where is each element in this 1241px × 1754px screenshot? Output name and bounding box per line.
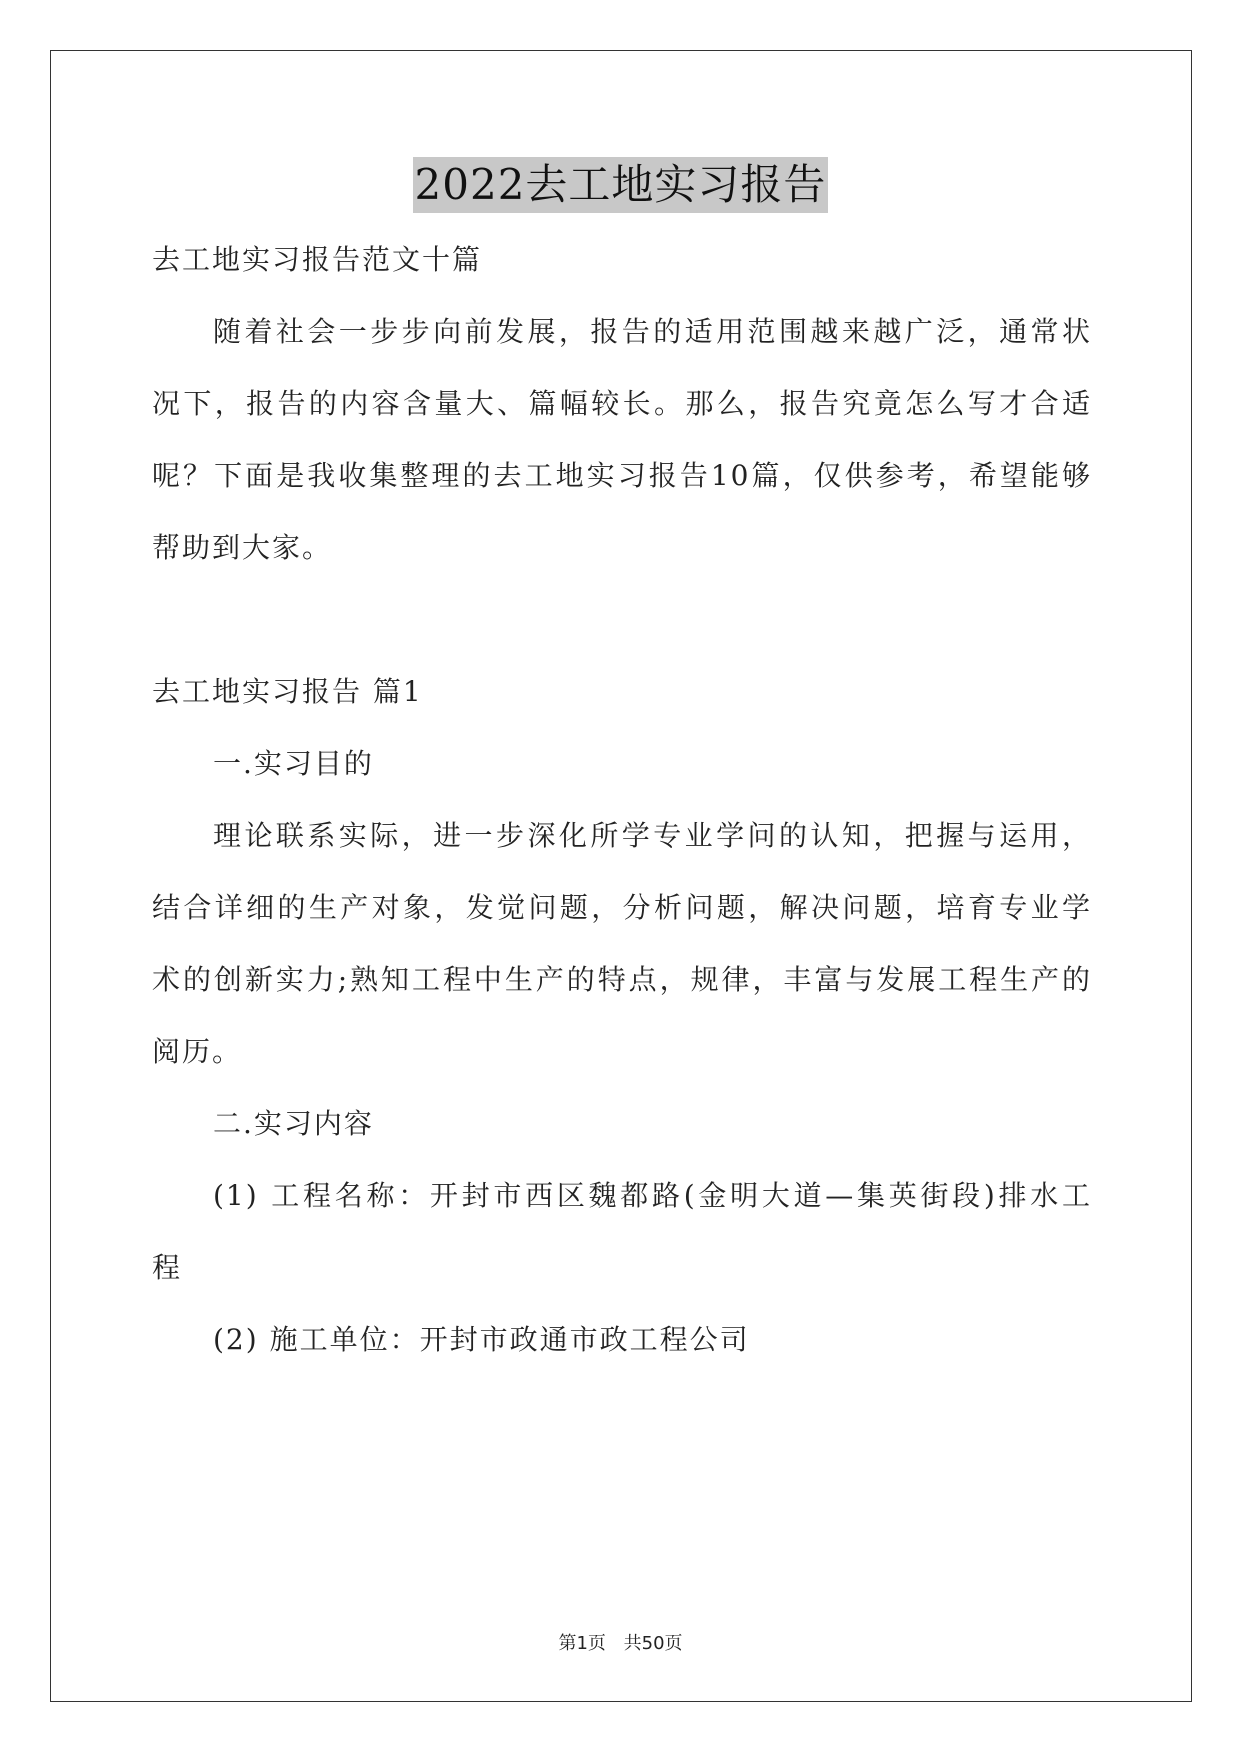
page-border — [50, 50, 1192, 1702]
part1-line-1: 理论联系实际，进一步深化所学专业学问的认知，把握与运用， — [213, 819, 1092, 852]
intro-line-3: 呢？下面是我收集整理的去工地实习报告10篇，仅供参考，希望能够 — [152, 459, 1092, 492]
page-number: 第1页 — [558, 1633, 606, 1654]
item1-line-1: (1) 工程名称：开封市西区魏都路(金明大道—集英街段)排水工 — [213, 1179, 1092, 1212]
intro-line-2: 况下，报告的内容含量大、篇幅较长。那么，报告究竟怎么写才合适 — [152, 387, 1092, 420]
part1-heading: 一.实习目的 — [213, 747, 374, 780]
part2-heading: 二.实习内容 — [213, 1107, 374, 1140]
section-heading: 去工地实习报告 篇1 — [152, 675, 423, 708]
part1-line-4: 阅历。 — [152, 1035, 243, 1068]
page-footer — [0, 1632, 1241, 1656]
document-title: 2022去工地实习报告 — [413, 157, 829, 213]
intro-line-4: 帮助到大家。 — [152, 531, 333, 564]
title-container — [0, 157, 1241, 213]
total-pages: 共50页 — [623, 1633, 683, 1654]
item2-line: (2) 施工单位：开封市政通市政工程公司 — [213, 1323, 750, 1356]
part1-line-2: 结合详细的生产对象，发觉问题，分析问题，解决问题，培育专业学 — [152, 891, 1092, 924]
document-subtitle: 去工地实习报告范文十篇 — [152, 243, 483, 276]
part1-line-3: 术的创新实力;熟知工程中生产的特点，规律，丰富与发展工程生产的 — [152, 963, 1092, 996]
item1-line-2: 程 — [152, 1251, 183, 1284]
intro-line-1: 随着社会一步步向前发展，报告的适用范围越来越广泛，通常状 — [213, 315, 1092, 348]
